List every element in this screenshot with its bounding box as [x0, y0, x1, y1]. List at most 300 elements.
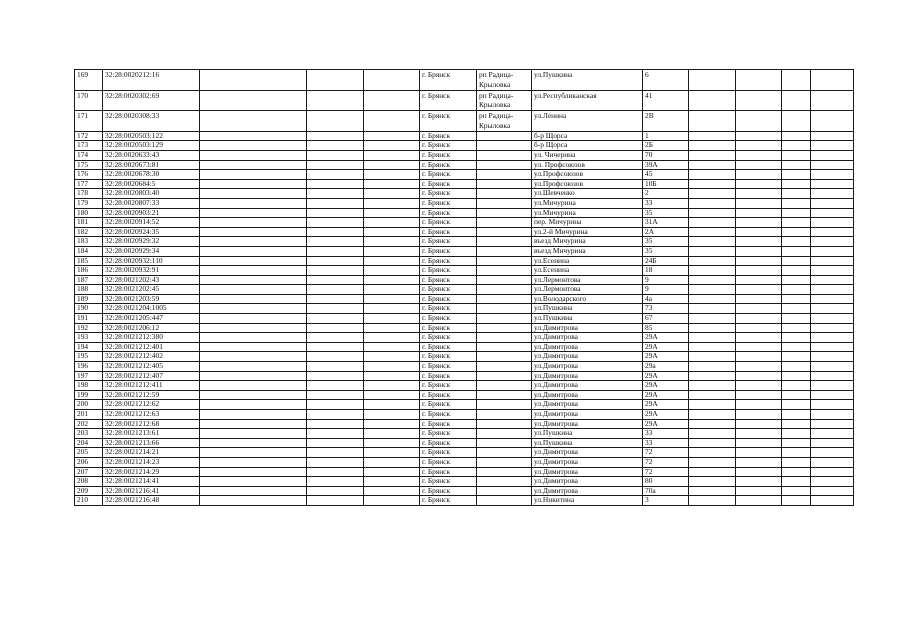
empty-cell	[364, 419, 420, 429]
city-cell: г. Брянск	[420, 131, 477, 141]
empty-cell	[782, 438, 811, 448]
house-number-cell: 35	[643, 208, 689, 218]
house-number-cell: 6	[643, 70, 689, 91]
empty-cell	[811, 266, 854, 276]
empty-cell	[811, 294, 854, 304]
street-cell: ул.2-й Мичурина	[532, 227, 643, 237]
register-body	[75, 70, 854, 506]
empty-cell	[736, 160, 782, 170]
row-number-cell: 206	[75, 457, 103, 467]
city-cell: г. Брянск	[420, 496, 477, 506]
empty-cell	[689, 70, 736, 91]
empty-cell	[307, 189, 364, 199]
street-cell: ул. Профсоюзов	[532, 160, 643, 170]
empty-cell	[811, 323, 854, 333]
row-number-cell: 169	[75, 70, 103, 91]
empty-cell	[736, 496, 782, 506]
street-cell: ул.Профсоюзов	[532, 170, 643, 180]
settlement-cell	[477, 208, 532, 218]
empty-cell	[782, 362, 811, 372]
empty-cell	[689, 179, 736, 189]
cadastral-number-cell: 32:28:0020673:81	[103, 160, 200, 170]
empty-cell	[736, 256, 782, 266]
row-number-cell: 176	[75, 170, 103, 180]
empty-cell	[689, 189, 736, 199]
cadastral-number-cell: 32:28:0021212:407	[103, 371, 200, 381]
settlement-cell	[477, 198, 532, 208]
house-number-cell: 10Б	[643, 179, 689, 189]
street-cell: ул.Шевченко	[532, 189, 643, 199]
empty-cell	[689, 381, 736, 391]
empty-cell	[736, 486, 782, 496]
empty-cell	[200, 179, 307, 189]
empty-cell	[736, 477, 782, 487]
empty-cell	[689, 410, 736, 420]
street-cell: ул.Пушкина	[532, 438, 643, 448]
row-number-cell: 177	[75, 179, 103, 189]
house-number-cell: 85	[643, 323, 689, 333]
empty-cell	[689, 237, 736, 247]
empty-cell	[307, 362, 364, 372]
empty-cell	[200, 410, 307, 420]
empty-cell	[200, 323, 307, 333]
empty-cell	[200, 486, 307, 496]
empty-cell	[736, 179, 782, 189]
cadastral-number-cell: 32:28:0020684:5	[103, 179, 200, 189]
house-number-cell: 29А	[643, 342, 689, 352]
empty-cell	[736, 352, 782, 362]
row-number-cell: 188	[75, 285, 103, 295]
house-number-cell: 45	[643, 170, 689, 180]
empty-cell	[782, 285, 811, 295]
house-number-cell: 29А	[643, 400, 689, 410]
empty-cell	[811, 410, 854, 420]
row-number-cell: 179	[75, 198, 103, 208]
empty-cell	[200, 390, 307, 400]
table-row	[75, 333, 854, 343]
cadastral-number-cell: 32:28:0021212:402	[103, 352, 200, 362]
empty-cell	[200, 304, 307, 314]
empty-cell	[811, 218, 854, 228]
empty-cell	[736, 70, 782, 91]
house-number-cell: 2Б	[643, 141, 689, 151]
settlement-cell	[477, 256, 532, 266]
empty-cell	[307, 400, 364, 410]
empty-cell	[200, 237, 307, 247]
cadastral-number-cell: 32:28:0020932:110	[103, 256, 200, 266]
empty-cell	[364, 246, 420, 256]
empty-cell	[364, 496, 420, 506]
street-cell: ул.Димитрова	[532, 448, 643, 458]
settlement-cell	[477, 170, 532, 180]
settlement-cell	[477, 304, 532, 314]
settlement-cell	[477, 189, 532, 199]
table-row	[75, 419, 854, 429]
empty-cell	[811, 486, 854, 496]
table-row	[75, 227, 854, 237]
table-row	[75, 141, 854, 151]
empty-cell	[811, 333, 854, 343]
empty-cell	[689, 285, 736, 295]
street-cell: въезд Мичурина	[532, 246, 643, 256]
house-number-cell: 29А	[643, 390, 689, 400]
empty-cell	[736, 246, 782, 256]
city-cell: г. Брянск	[420, 342, 477, 352]
row-number-cell: 187	[75, 275, 103, 285]
table-row	[75, 275, 854, 285]
empty-cell	[364, 438, 420, 448]
city-cell: г. Брянск	[420, 477, 477, 487]
cadastral-number-cell: 32:28:0020678:30	[103, 170, 200, 180]
empty-cell	[811, 419, 854, 429]
cadastral-number-cell: 32:28:0020914:52	[103, 218, 200, 228]
settlement-cell	[477, 438, 532, 448]
empty-cell	[200, 208, 307, 218]
settlement-cell	[477, 237, 532, 247]
cadastral-number-cell: 32:28:0021206:12	[103, 323, 200, 333]
empty-cell	[364, 179, 420, 189]
empty-cell	[307, 323, 364, 333]
empty-cell	[736, 141, 782, 151]
empty-cell	[364, 477, 420, 487]
empty-cell	[364, 457, 420, 467]
empty-cell	[736, 170, 782, 180]
empty-cell	[736, 218, 782, 228]
table-row	[75, 70, 854, 91]
cadastral-number-cell: 32:28:0021214:41	[103, 477, 200, 487]
empty-cell	[307, 448, 364, 458]
house-number-cell: 31А	[643, 218, 689, 228]
empty-cell	[364, 362, 420, 372]
street-cell: ул.Володарского	[532, 294, 643, 304]
empty-cell	[736, 111, 782, 132]
table-row	[75, 429, 854, 439]
empty-cell	[689, 467, 736, 477]
city-cell: г. Брянск	[420, 333, 477, 343]
street-cell: ул.Лермонтова	[532, 275, 643, 285]
empty-cell	[200, 198, 307, 208]
house-number-cell: 80	[643, 477, 689, 487]
street-cell: ул.Димитрова	[532, 410, 643, 420]
cadastral-number-cell: 32:28:0020503:122	[103, 131, 200, 141]
city-cell: г. Брянск	[420, 352, 477, 362]
empty-cell	[200, 275, 307, 285]
empty-cell	[364, 285, 420, 295]
row-number-cell: 191	[75, 314, 103, 324]
empty-cell	[811, 381, 854, 391]
cadastral-number-cell: 32:28:0020903:21	[103, 208, 200, 218]
house-number-cell: 70а	[643, 486, 689, 496]
empty-cell	[307, 371, 364, 381]
settlement-cell	[477, 496, 532, 506]
empty-cell	[200, 314, 307, 324]
empty-cell	[200, 371, 307, 381]
empty-cell	[736, 448, 782, 458]
city-cell: г. Брянск	[420, 419, 477, 429]
table-row	[75, 342, 854, 352]
street-cell: ул.Димитрова	[532, 419, 643, 429]
house-number-cell: 72	[643, 457, 689, 467]
empty-cell	[782, 141, 811, 151]
house-number-cell: 29А	[643, 352, 689, 362]
row-number-cell: 192	[75, 323, 103, 333]
empty-cell	[364, 333, 420, 343]
settlement-cell	[477, 285, 532, 295]
empty-cell	[782, 294, 811, 304]
row-number-cell: 173	[75, 141, 103, 151]
table-row	[75, 237, 854, 247]
house-number-cell: 35	[643, 246, 689, 256]
empty-cell	[200, 362, 307, 372]
empty-cell	[811, 111, 854, 132]
empty-cell	[811, 390, 854, 400]
empty-cell	[200, 227, 307, 237]
house-number-cell: 41	[643, 90, 689, 111]
empty-cell	[811, 457, 854, 467]
empty-cell	[782, 179, 811, 189]
empty-cell	[364, 208, 420, 218]
street-cell: ул.Мичурина	[532, 198, 643, 208]
empty-cell	[782, 131, 811, 141]
city-cell: г. Брянск	[420, 266, 477, 276]
settlement-cell	[477, 227, 532, 237]
settlement-cell: рп Радица-Крыловка	[477, 70, 532, 91]
empty-cell	[364, 448, 420, 458]
empty-cell	[689, 333, 736, 343]
empty-cell	[811, 160, 854, 170]
empty-cell	[307, 179, 364, 189]
empty-cell	[689, 304, 736, 314]
row-number-cell: 181	[75, 218, 103, 228]
empty-cell	[689, 486, 736, 496]
empty-cell	[689, 275, 736, 285]
empty-cell	[736, 371, 782, 381]
house-number-cell: 2В	[643, 111, 689, 132]
empty-cell	[307, 275, 364, 285]
table-row	[75, 486, 854, 496]
city-cell: г. Брянск	[420, 160, 477, 170]
house-number-cell: 3	[643, 496, 689, 506]
row-number-cell: 194	[75, 342, 103, 352]
empty-cell	[736, 266, 782, 276]
cadastral-number-cell: 32:28:0020503:129	[103, 141, 200, 151]
table-row	[75, 410, 854, 420]
property-register-table	[74, 69, 854, 506]
table-row	[75, 371, 854, 381]
cadastral-number-cell: 32:28:0021214:29	[103, 467, 200, 477]
empty-cell	[782, 323, 811, 333]
empty-cell	[689, 90, 736, 111]
empty-cell	[811, 141, 854, 151]
row-number-cell: 170	[75, 90, 103, 111]
cadastral-number-cell: 32:28:0021204:1005	[103, 304, 200, 314]
city-cell: г. Брянск	[420, 70, 477, 91]
row-number-cell: 185	[75, 256, 103, 266]
street-cell: ул.Димитрова	[532, 467, 643, 477]
empty-cell	[811, 150, 854, 160]
table-row	[75, 448, 854, 458]
street-cell: въезд Мичурина	[532, 237, 643, 247]
city-cell: г. Брянск	[420, 170, 477, 180]
cadastral-number-cell: 32:28:0020302:69	[103, 90, 200, 111]
empty-cell	[200, 467, 307, 477]
table-row	[75, 179, 854, 189]
city-cell: г. Брянск	[420, 438, 477, 448]
settlement-cell	[477, 362, 532, 372]
settlement-cell	[477, 457, 532, 467]
house-number-cell: 9	[643, 275, 689, 285]
empty-cell	[307, 352, 364, 362]
empty-cell	[200, 70, 307, 91]
table-row	[75, 467, 854, 477]
empty-cell	[736, 275, 782, 285]
street-cell: ул.Димитрова	[532, 390, 643, 400]
empty-cell	[364, 390, 420, 400]
street-cell: ул.Димитрова	[532, 457, 643, 467]
city-cell: г. Брянск	[420, 390, 477, 400]
table-row	[75, 362, 854, 372]
empty-cell	[364, 141, 420, 151]
table-row	[75, 170, 854, 180]
street-cell: ул.Республиканская	[532, 90, 643, 111]
street-cell: ул.Мичурина	[532, 208, 643, 218]
street-cell: ул.Есенина	[532, 266, 643, 276]
empty-cell	[782, 477, 811, 487]
empty-cell	[364, 189, 420, 199]
empty-cell	[307, 266, 364, 276]
empty-cell	[307, 294, 364, 304]
empty-cell	[364, 150, 420, 160]
row-number-cell: 178	[75, 189, 103, 199]
settlement-cell	[477, 352, 532, 362]
city-cell: г. Брянск	[420, 189, 477, 199]
city-cell: г. Брянск	[420, 371, 477, 381]
street-cell: ул.Пушкина	[532, 70, 643, 91]
empty-cell	[307, 285, 364, 295]
city-cell: г. Брянск	[420, 179, 477, 189]
city-cell: г. Брянск	[420, 467, 477, 477]
house-number-cell: 9	[643, 285, 689, 295]
empty-cell	[364, 160, 420, 170]
street-cell: ул.Димитрова	[532, 342, 643, 352]
empty-cell	[364, 400, 420, 410]
city-cell: г. Брянск	[420, 400, 477, 410]
row-number-cell: 193	[75, 333, 103, 343]
empty-cell	[782, 371, 811, 381]
empty-cell	[689, 198, 736, 208]
empty-cell	[736, 198, 782, 208]
empty-cell	[364, 486, 420, 496]
empty-cell	[200, 429, 307, 439]
empty-cell	[811, 342, 854, 352]
row-number-cell: 189	[75, 294, 103, 304]
empty-cell	[200, 111, 307, 132]
empty-cell	[200, 189, 307, 199]
row-number-cell: 183	[75, 237, 103, 247]
cadastral-number-cell: 32:28:0021212:63	[103, 410, 200, 420]
empty-cell	[364, 467, 420, 477]
empty-cell	[200, 419, 307, 429]
row-number-cell: 197	[75, 371, 103, 381]
empty-cell	[782, 486, 811, 496]
empty-cell	[364, 352, 420, 362]
empty-cell	[689, 294, 736, 304]
empty-cell	[689, 323, 736, 333]
empty-cell	[811, 362, 854, 372]
empty-cell	[689, 160, 736, 170]
empty-cell	[811, 179, 854, 189]
empty-cell	[811, 70, 854, 91]
empty-cell	[782, 160, 811, 170]
row-number-cell: 172	[75, 131, 103, 141]
street-cell: пер. Мичурина	[532, 218, 643, 228]
empty-cell	[200, 400, 307, 410]
empty-cell	[782, 352, 811, 362]
empty-cell	[307, 256, 364, 266]
row-number-cell: 184	[75, 246, 103, 256]
empty-cell	[364, 237, 420, 247]
empty-cell	[689, 419, 736, 429]
empty-cell	[307, 429, 364, 439]
row-number-cell: 174	[75, 150, 103, 160]
empty-cell	[811, 467, 854, 477]
empty-cell	[782, 90, 811, 111]
city-cell: г. Брянск	[420, 111, 477, 132]
empty-cell	[811, 314, 854, 324]
empty-cell	[782, 170, 811, 180]
empty-cell	[811, 246, 854, 256]
cadastral-number-cell: 32:28:0021212:401	[103, 342, 200, 352]
empty-cell	[736, 189, 782, 199]
cadastral-number-cell: 32:28:0021214:21	[103, 448, 200, 458]
city-cell: г. Брянск	[420, 275, 477, 285]
empty-cell	[364, 381, 420, 391]
cadastral-number-cell: 32:28:0021213:61	[103, 429, 200, 439]
empty-cell	[736, 333, 782, 343]
cadastral-number-cell: 32:28:0020633:43	[103, 150, 200, 160]
house-number-cell: 72	[643, 448, 689, 458]
cadastral-number-cell: 32:28:0021202:43	[103, 275, 200, 285]
empty-cell	[364, 410, 420, 420]
row-number-cell: 175	[75, 160, 103, 170]
empty-cell	[782, 198, 811, 208]
empty-cell	[811, 352, 854, 362]
empty-cell	[364, 294, 420, 304]
empty-cell	[689, 496, 736, 506]
house-number-cell: 2	[643, 189, 689, 199]
empty-cell	[200, 90, 307, 111]
empty-cell	[364, 131, 420, 141]
cadastral-number-cell: 32:28:0020932:91	[103, 266, 200, 276]
empty-cell	[736, 323, 782, 333]
city-cell: г. Брянск	[420, 448, 477, 458]
empty-cell	[200, 266, 307, 276]
empty-cell	[200, 141, 307, 151]
cadastral-number-cell: 32:28:0021212:59	[103, 390, 200, 400]
street-cell: ул.Димитрова	[532, 400, 643, 410]
empty-cell	[307, 246, 364, 256]
table-row	[75, 111, 854, 132]
empty-cell	[782, 419, 811, 429]
street-cell: б-р Щорса	[532, 131, 643, 141]
empty-cell	[307, 90, 364, 111]
document-page	[74, 69, 854, 506]
empty-cell	[364, 304, 420, 314]
city-cell: г. Брянск	[420, 150, 477, 160]
city-cell: г. Брянск	[420, 90, 477, 111]
empty-cell	[736, 304, 782, 314]
empty-cell	[811, 256, 854, 266]
